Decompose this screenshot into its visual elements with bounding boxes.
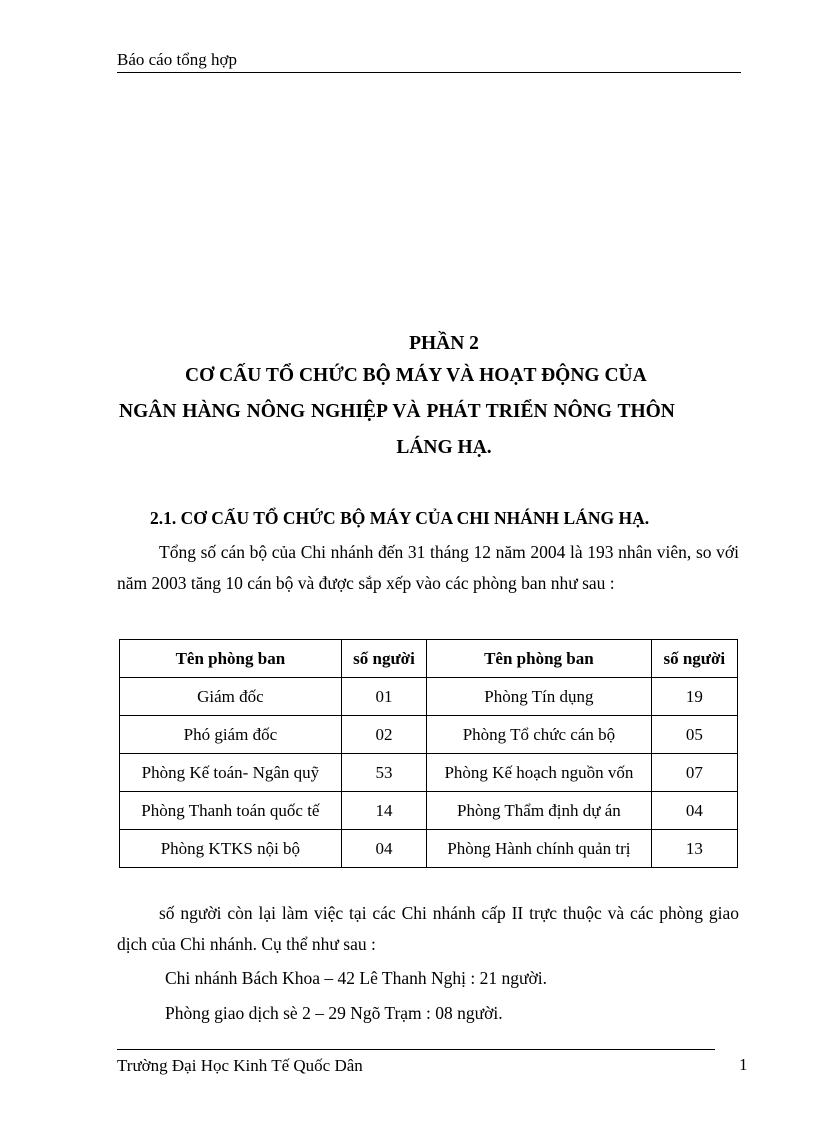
page-number: 1 [739,1055,748,1074]
staff-count: 19 [651,678,737,716]
remaining-paragraph [117,898,739,960]
department-name: Phòng Thẩm định dự án [427,792,651,830]
department-name: Phòng Hành chính quản trị [427,830,651,868]
department-name: Giám đốc [120,678,342,716]
table-header-row [120,640,738,678]
part-heading-block [117,330,741,466]
header-department-2: Tên phòng ban [427,640,651,678]
table-row [120,792,738,830]
staff-count: 13 [651,830,737,868]
department-name: Phòng Thanh toán quốc tế [120,792,342,830]
staff-count: 53 [341,754,426,792]
remaining-text: số người còn lại làm việc tại các Chi nhánh cấp II trực thuộc và các phòng giao dịch của Chi nhánh. Cụ thể như sau : [117,903,739,954]
header-count-1: số người [341,640,426,678]
page-header [117,48,741,73]
transaction-office-line: Phòng giao dịch sè 2 – 29 Ngõ Trạm : 08 người. [165,1003,503,1023]
header-count-2: số người [651,640,737,678]
department-name: Phòng Kế hoạch nguồn vốn [427,754,651,792]
staff-count: 02 [341,716,426,754]
footer-text: Trường Đại Học Kinh Tế Quốc Dân [117,1056,363,1075]
table-row [120,716,738,754]
table-row [120,678,738,716]
staff-count: 05 [651,716,737,754]
department-name: Phó giám đốc [120,716,342,754]
page-footer [117,1049,715,1078]
part-heading-line-3: LÁNG HẠ. [396,437,492,458]
table-row [120,754,738,792]
staff-count: 04 [341,830,426,868]
part-heading-line-2: NGÂN HÀNG NÔNG NGHIỆP VÀ PHÁT TRIỂN NÔNG THÔN [119,401,675,422]
staff-count: 01 [341,678,426,716]
staff-count: 14 [341,792,426,830]
table-row [120,830,738,868]
department-name: Phòng Tín dụng [427,678,651,716]
part-heading-line-1: CƠ CẤU TỔ CHỨC BỘ MÁY VÀ HOẠT ĐỘNG CỦA [185,365,647,386]
part-title: PHẦN 2 [409,333,479,354]
section-heading: 2.1. CƠ CẤU TỔ CHỨC BỘ MÁY CỦA CHI NHÁNH LÁNG HẠ. [150,508,650,528]
staff-count: 07 [651,754,737,792]
department-name: Phòng KTKS nội bộ [120,830,342,868]
branch-line: Chi nhánh Bách Khoa – 42 Lê Thanh Nghị : 21 người. [165,968,547,988]
header-department-1: Tên phòng ban [120,640,342,678]
department-name: Phòng Tổ chức cán bộ [427,716,651,754]
staff-table [119,639,738,868]
header-title: Báo cáo tổng hợp [117,50,237,69]
staff-count: 04 [651,792,737,830]
intro-text: Tổng số cán bộ của Chi nhánh đến 31 tháng 12 năm 2004 là 193 nhân viên, so với năm 2003 tăng 10 cán bộ và được sắp xếp vào các phòng ban như sau : [117,542,739,593]
department-name: Phòng Kế toán- Ngân quỹ [120,754,342,792]
intro-paragraph [117,537,739,599]
